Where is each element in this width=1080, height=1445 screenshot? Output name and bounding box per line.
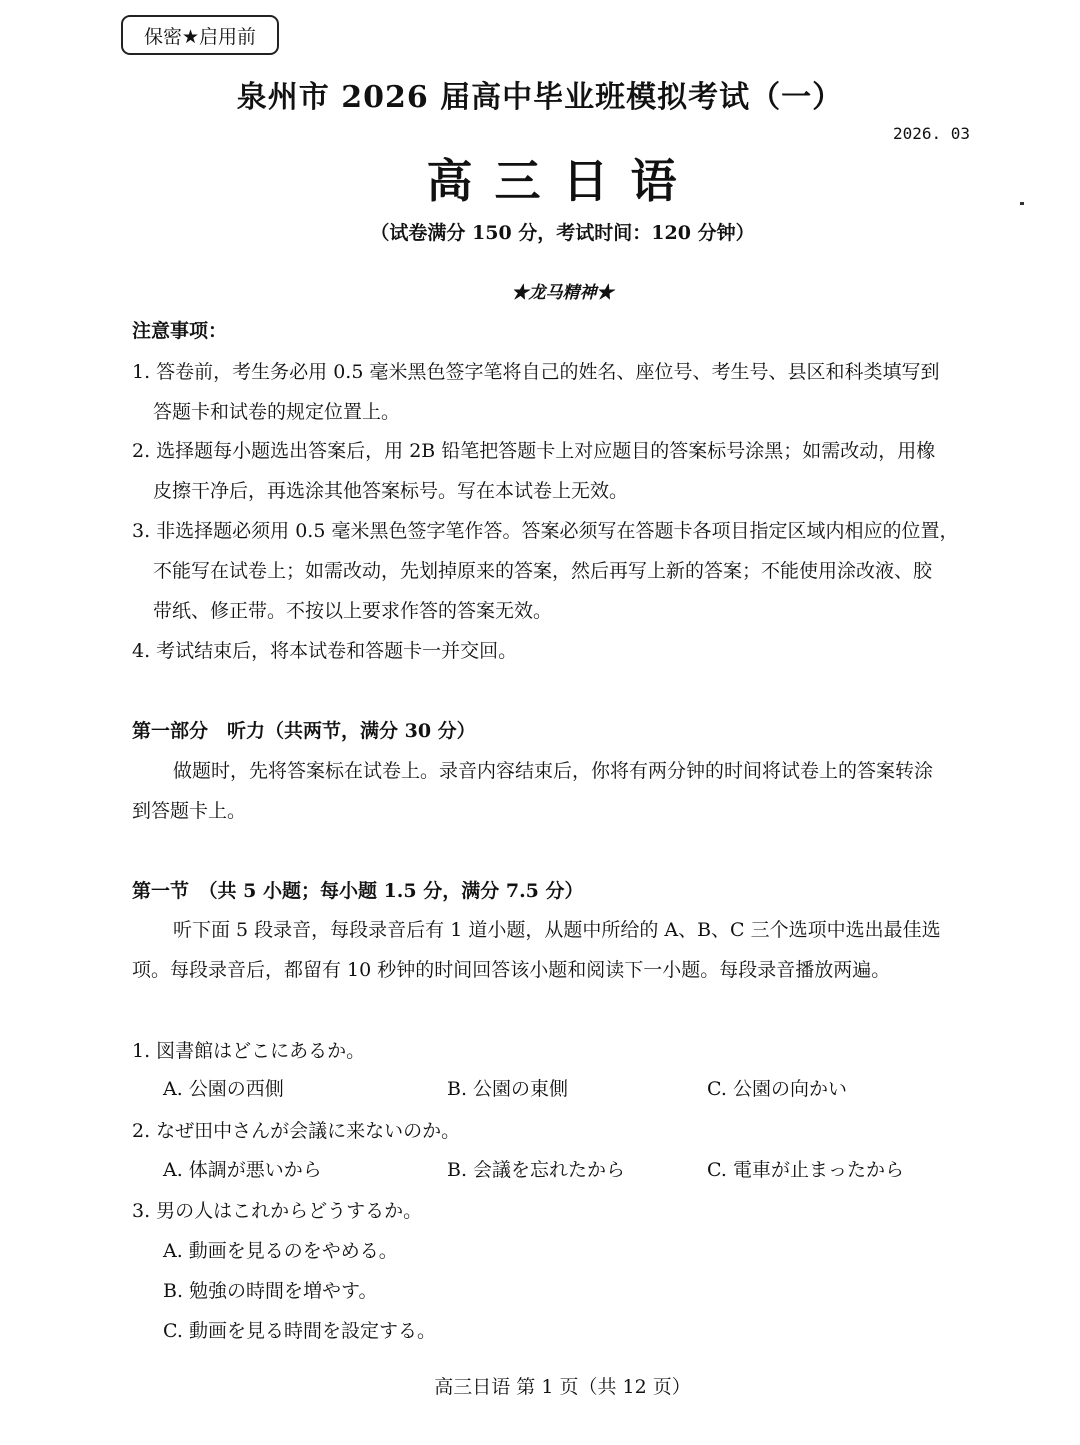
section1-heading: 第一节 （共 5 小题；每小题 1.5 分，满分 7.5 分） (132, 880, 584, 902)
question-1-option-c: C. 公園の向かい (707, 1078, 847, 1100)
motto: ★龙马精神★ (511, 283, 614, 303)
question-3-option-b: B. 勉強の時間を増やす。 (163, 1280, 378, 1302)
question-2-option-c: C. 電車が止まったから (707, 1159, 904, 1181)
score-info: （试卷满分 150 分，考试时间：120 分钟） (370, 222, 755, 244)
notice-line: 皮擦干净后，再选涂其他答案标号。写在本试卷上无效。 (153, 480, 629, 502)
notice-line: 4. 考试结束后，将本试卷和答题卡一并交回。 (132, 640, 518, 662)
question-3-option-c: C. 動画を見る時間を設定する。 (163, 1320, 436, 1342)
question-2-option-a: A. 体調が悪いから (163, 1159, 322, 1181)
question-2-option-b: B. 会議を忘れたから (447, 1159, 626, 1181)
notice-line: 带纸、修正带。不按以上要求作答的答案无效。 (153, 600, 553, 622)
question-1-option-a: A. 公園の西側 (163, 1078, 284, 1100)
section1-intro-line: 项。每段录音后，都留有 10 秒钟的时间回答该小题和阅读下一小题。每段录音播放两遍。 (132, 959, 891, 981)
notice-line: 不能写在试卷上；如需改动，先划掉原来的答案，然后再写上新的答案；不能使用涂改液、胶 (153, 560, 933, 582)
notice-line: 2. 选择题每小题选出答案后，用 2B 铅笔把答题卡上对应题目的答案标号涂黑；如需改动，用橡 (132, 440, 936, 462)
notice-line: 3. 非选择题必须用 0.5 毫米黑色签字笔作答。答案必须写在答题卡各项目指定区域内相应的位置， (132, 520, 959, 542)
part1-intro-line: 做题时，先将答案标在试卷上。录音内容结束后，你将有两分钟的时间将试卷上的答案转涂 (173, 760, 934, 782)
question-3-option-a: A. 動画を見るのをやめる。 (163, 1240, 398, 1262)
part1-heading: 第一部分 听力（共两节，满分 30 分） (132, 720, 476, 742)
notice-line: 答题卡和试卷的规定位置上。 (153, 401, 401, 423)
subject-title: 高三日语 (426, 154, 699, 208)
stray-mark (1020, 202, 1024, 205)
part1-intro-line: 到答题卡上。 (132, 800, 247, 822)
question-stem-2: 2. なぜ田中さんが会議に来ないのか。 (132, 1120, 461, 1142)
section1-intro-line: 听下面 5 段录音，每段录音后有 1 道小题，从题中所给的 A、B、C 三个选项中选出最佳选 (173, 919, 941, 941)
question-1-option-b: B. 公園の東側 (447, 1078, 569, 1100)
page-footer: 高三日语 第 1 页（共 12 页） (434, 1376, 691, 1398)
question-stem-1: 1. 図書館はどこにあるか。 (132, 1040, 366, 1062)
notice-line: 1. 答卷前，考生务必用 0.5 毫米黑色签字笔将自己的姓名、座位号、考生号、县区和科类填写到 (132, 361, 940, 383)
question-stem-3: 3. 男の人はこれからどうするか。 (132, 1200, 423, 1222)
exam-title: 泉州市 2026 届高中毕业班模拟考试（一） (236, 80, 844, 115)
confidential-stamp: 保密★启用前 (121, 15, 279, 55)
notice-heading: 注意事项： (132, 320, 228, 342)
exam-date: 2026. 03 (893, 124, 971, 143)
